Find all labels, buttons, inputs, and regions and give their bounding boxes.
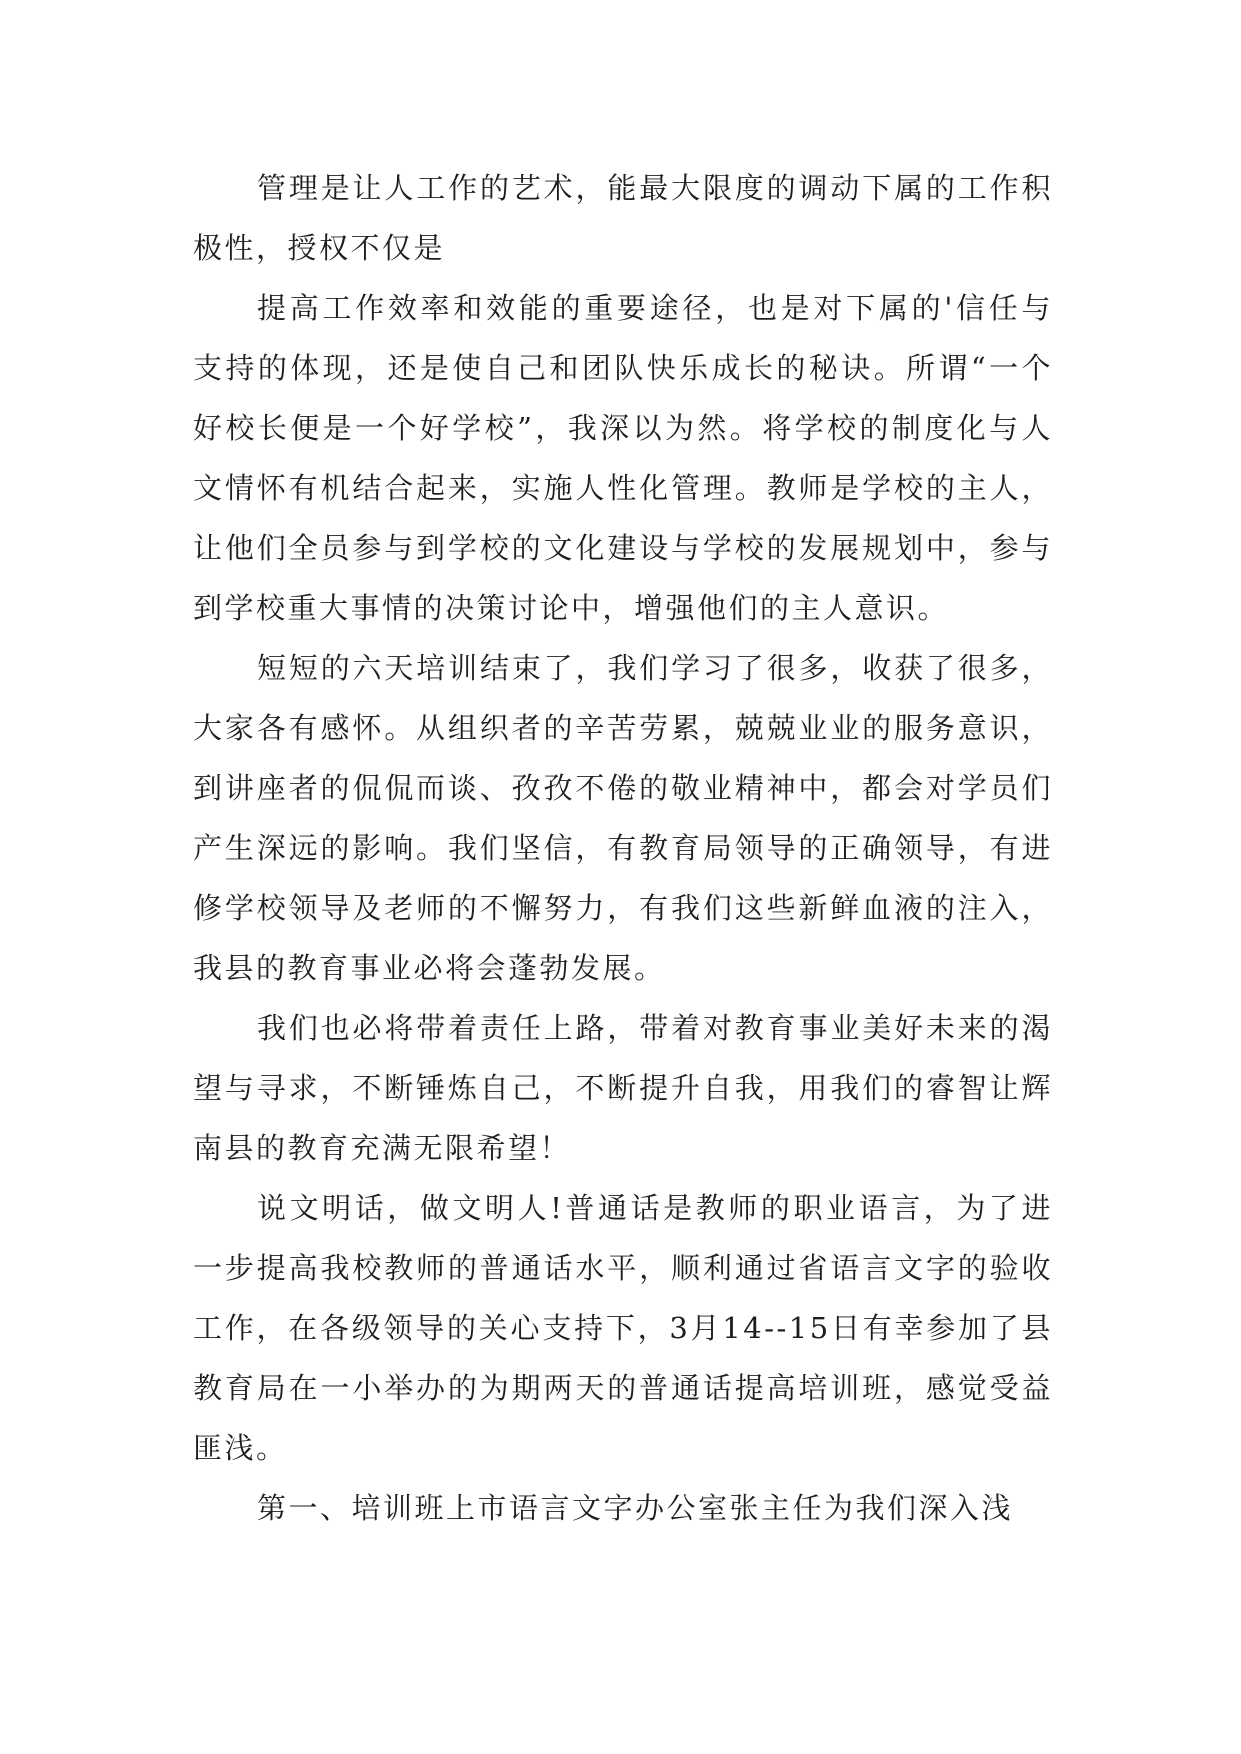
paragraph-responsibility: 我们也必将带着责任上路，带着对教育事业美好未来的渴望与寻求，不断锤炼自己，不断提升自我，用我们的睿智让辉南县的教育充满无限希望！ (193, 1011, 1053, 1165)
document-page (193, 158, 1053, 1538)
paragraph-first-point: 第一、培训班上市语言文字办公室张主任为我们深入浅 (257, 1491, 1014, 1525)
paragraph-efficiency: 提高工作效率和效能的重要途径，也是对下属的'信任与支持的体现，还是使自己和团队快乐成长的秘诀。所谓“一个好校长便是一个好学校”，我深以为然。将学校的制度化与人文情怀有机结合起来，实施人性化管理。教师是学校的主人，让他们全员参与到学校的文化建设与学校的发展规划中，参与到学校重大事情的决策讨论中，增强他们的主人意识。 (193, 291, 1053, 625)
paragraph-mandarin-training: 说文明话，做文明人!普通话是教师的职业语言，为了进一步提高我校教师的普通话水平，顺利通过省语言文字的验收工作，在各级领导的关心支持下，3月14--15日有幸参加了县教育局在一小举办的为期两天的普通话提高培训班，感觉受益匪浅。 (193, 1191, 1053, 1465)
paragraph-management: 管理是让人工作的艺术，能最大限度的调动下属的工作积极性，授权不仅是 (193, 171, 1053, 265)
paragraph-training-summary: 短短的六天培训结束了，我们学习了很多，收获了很多，大家各有感怀。从组织者的辛苦劳累，兢兢业业的服务意识，到讲座者的侃侃而谈、孜孜不倦的敬业精神中，都会对学员们产生深远的影响。我们坚信，有教育局领导的正确领导，有进修学校领导及老师的不懈努力，有我们这些新鲜血液的注入，我县的教育事业必将会蓬勃发展。 (193, 651, 1053, 985)
